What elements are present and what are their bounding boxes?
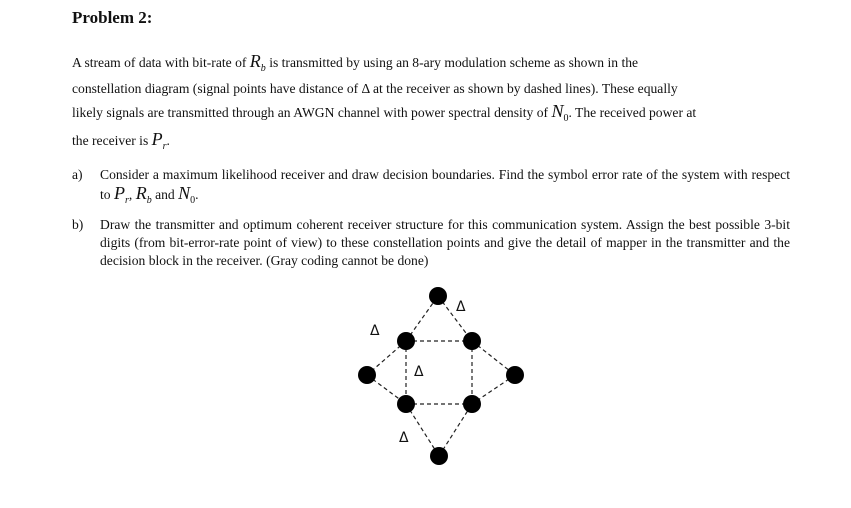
noise-subscript: 0 xyxy=(563,113,569,124)
noise-symbol: N xyxy=(178,183,191,203)
question-b-text: Draw the transmitter and optimum coherent receiver structure for this communication system. Assign the best possible 3-bit digits (from bit-error-rate point of view) to these constellation points and give the detail of mapper in the transmitter and the decision block in the receiver. (Gray coding cannot be done) xyxy=(100,217,790,268)
noise-subscript: 0 xyxy=(190,195,196,206)
power-symbol: P xyxy=(151,129,163,149)
signal-point xyxy=(463,395,481,413)
signal-point xyxy=(397,395,415,413)
separator: . xyxy=(195,187,199,202)
intro-text: . xyxy=(166,133,170,148)
distance-lines xyxy=(367,296,515,456)
bit-rate-subscript: b xyxy=(260,63,266,74)
separator: , xyxy=(128,187,136,202)
signal-point xyxy=(397,332,415,350)
noise-symbol: N xyxy=(551,101,564,121)
intro-text: constellation diagram (signal points have distance of xyxy=(72,81,362,96)
bit-rate-symbol: R xyxy=(249,51,261,71)
question-b-marker: b) xyxy=(72,217,84,232)
intro-text: likely signals are transmitted through an AWGN channel with power spectral density of xyxy=(72,105,552,120)
delta-label: Δ xyxy=(456,299,466,315)
power-symbol: P xyxy=(113,183,125,203)
delta-label: Δ xyxy=(399,430,409,446)
distance-line xyxy=(406,404,439,456)
signal-point xyxy=(463,332,481,350)
distance-line xyxy=(439,404,472,456)
signal-point xyxy=(430,447,448,465)
signal-point xyxy=(506,366,524,384)
signal-point xyxy=(429,287,447,305)
question-a-text-part: Consider a maximum likelihood receiver and draw decision boundaries. Find the symbol error rate of the system with respect to xyxy=(100,167,790,202)
signal-points xyxy=(358,287,524,465)
intro-text: at the receiver as shown by dashed lines). These equally xyxy=(369,81,678,96)
power-subscript: r xyxy=(124,195,129,206)
separator: and xyxy=(151,187,179,202)
delta-symbol: Δ xyxy=(361,81,370,96)
bit-rate-subscript: b xyxy=(146,195,152,206)
power-subscript: r xyxy=(162,141,167,152)
intro-text: is transmitted by using an 8-ary modulation scheme as shown in the xyxy=(265,55,639,70)
question-a-marker: a) xyxy=(72,167,83,182)
delta-label: Δ xyxy=(414,364,424,380)
intro-text: A stream of data with bit-rate of xyxy=(72,55,250,70)
bit-rate-symbol: R xyxy=(135,183,147,203)
problem-title: Problem 2: xyxy=(72,8,153,27)
intro-text: the receiver is xyxy=(72,133,152,148)
signal-point xyxy=(358,366,376,384)
intro-text: . The received power at xyxy=(568,105,697,120)
delta-label: Δ xyxy=(370,323,380,339)
